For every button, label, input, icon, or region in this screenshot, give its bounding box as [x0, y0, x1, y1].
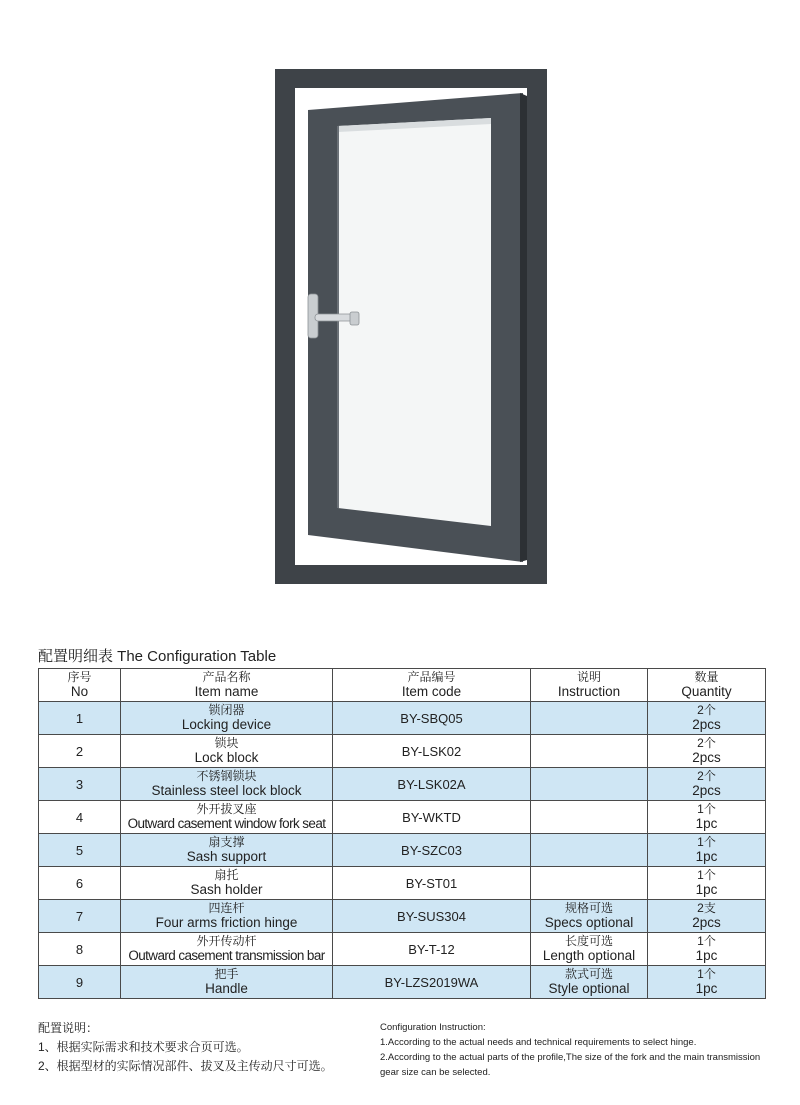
row-instruction: 款式可选 Style optional: [531, 966, 648, 999]
row-item-code: BY-LZS2019WA: [333, 966, 531, 999]
row-no: 8: [39, 933, 121, 966]
casement-window-illustration: [270, 66, 552, 586]
row-item-code: BY-SUS304: [333, 900, 531, 933]
row-item-name: 外开传动杆 Outward casement transmission bar: [121, 933, 333, 966]
row-quantity: 2个 2pcs: [648, 768, 766, 801]
row-item-name: 锁块 Lock block: [121, 735, 333, 768]
row-no: 5: [39, 834, 121, 867]
row-item-name: 把手 Handle: [121, 966, 333, 999]
notes-en-line: gear size can be selected.: [380, 1067, 491, 1078]
row-instruction: 长度可选 Length optional: [531, 933, 648, 966]
row-no: 9: [39, 966, 121, 999]
notes-en-line: 1.According to the actual needs and technical requirements to select hinge.: [380, 1037, 697, 1048]
row-item-name: 扇托 Sash holder: [121, 867, 333, 900]
row-no: 3: [39, 768, 121, 801]
configuration-notes-en: [380, 1020, 780, 1080]
row-item-code: BY-ST01: [333, 867, 531, 900]
row-item-name: 外开拔叉座 Outward casement window fork seat: [121, 801, 333, 834]
row-quantity: 2支 2pcs: [648, 900, 766, 933]
notes-zh-line: 1、根据实际需求和技术要求合页可选。: [38, 1040, 249, 1054]
row-no: 7: [39, 900, 121, 933]
row-quantity: 2个 2pcs: [648, 735, 766, 768]
row-item-name: 扇支撑 Sash support: [121, 834, 333, 867]
row-instruction: [531, 801, 648, 834]
notes-zh-title: 配置说明：: [38, 1021, 99, 1035]
row-item-name: 四连杆 Four arms friction hinge: [121, 900, 333, 933]
row-quantity: 1个 1pc: [648, 966, 766, 999]
table-header-row: [39, 669, 766, 702]
table-row: [39, 867, 766, 900]
notes-en-title: Configuration Instruction:: [380, 1022, 486, 1033]
row-instruction: 规格可选 Specs optional: [531, 900, 648, 933]
table-row: [39, 966, 766, 999]
row-quantity: 1个 1pc: [648, 801, 766, 834]
header-instruction: 说明 Instruction: [531, 669, 648, 702]
header-item-code: 产品编号 Item code: [333, 669, 531, 702]
header-item-name: 产品名称 Item name: [121, 669, 333, 702]
row-no: 6: [39, 867, 121, 900]
row-item-name: 锁闭器 Locking device: [121, 702, 333, 735]
row-instruction: [531, 702, 648, 735]
configuration-notes-zh: [38, 1020, 368, 1077]
row-quantity: 1个 1pc: [648, 933, 766, 966]
row-item-code: BY-SZC03: [333, 834, 531, 867]
row-quantity: 2个 2pcs: [648, 702, 766, 735]
row-no: 1: [39, 702, 121, 735]
row-instruction: [531, 834, 648, 867]
row-item-name: 不锈钢锁块 Stainless steel lock block: [121, 768, 333, 801]
configuration-table: [38, 668, 766, 999]
table-row: [39, 834, 766, 867]
notes-zh-line: 2、根据型材的实际情况部件、拔叉及主传动尺寸可选。: [38, 1059, 333, 1073]
row-item-code: BY-T-12: [333, 933, 531, 966]
table-row: [39, 933, 766, 966]
row-item-code: BY-LSK02A: [333, 768, 531, 801]
row-instruction: [531, 867, 648, 900]
header-no: 序号 No: [39, 669, 121, 702]
row-no: 4: [39, 801, 121, 834]
row-item-code: BY-SBQ05: [333, 702, 531, 735]
notes-en-line: 2.According to the actual parts of the profile,The size of the fork and the main transmission: [380, 1052, 761, 1063]
row-quantity: 1个 1pc: [648, 867, 766, 900]
table-row: [39, 768, 766, 801]
row-no: 2: [39, 735, 121, 768]
table-title: 配置明细表 The Configuration Table: [38, 648, 277, 665]
table-row: [39, 801, 766, 834]
row-item-code: BY-LSK02: [333, 735, 531, 768]
table-row: [39, 900, 766, 933]
row-item-code: BY-WKTD: [333, 801, 531, 834]
row-instruction: [531, 768, 648, 801]
table-row: [39, 735, 766, 768]
row-instruction: [531, 735, 648, 768]
row-quantity: 1个 1pc: [648, 834, 766, 867]
header-quantity: 数量 Quantity: [648, 669, 766, 702]
table-row: [39, 702, 766, 735]
